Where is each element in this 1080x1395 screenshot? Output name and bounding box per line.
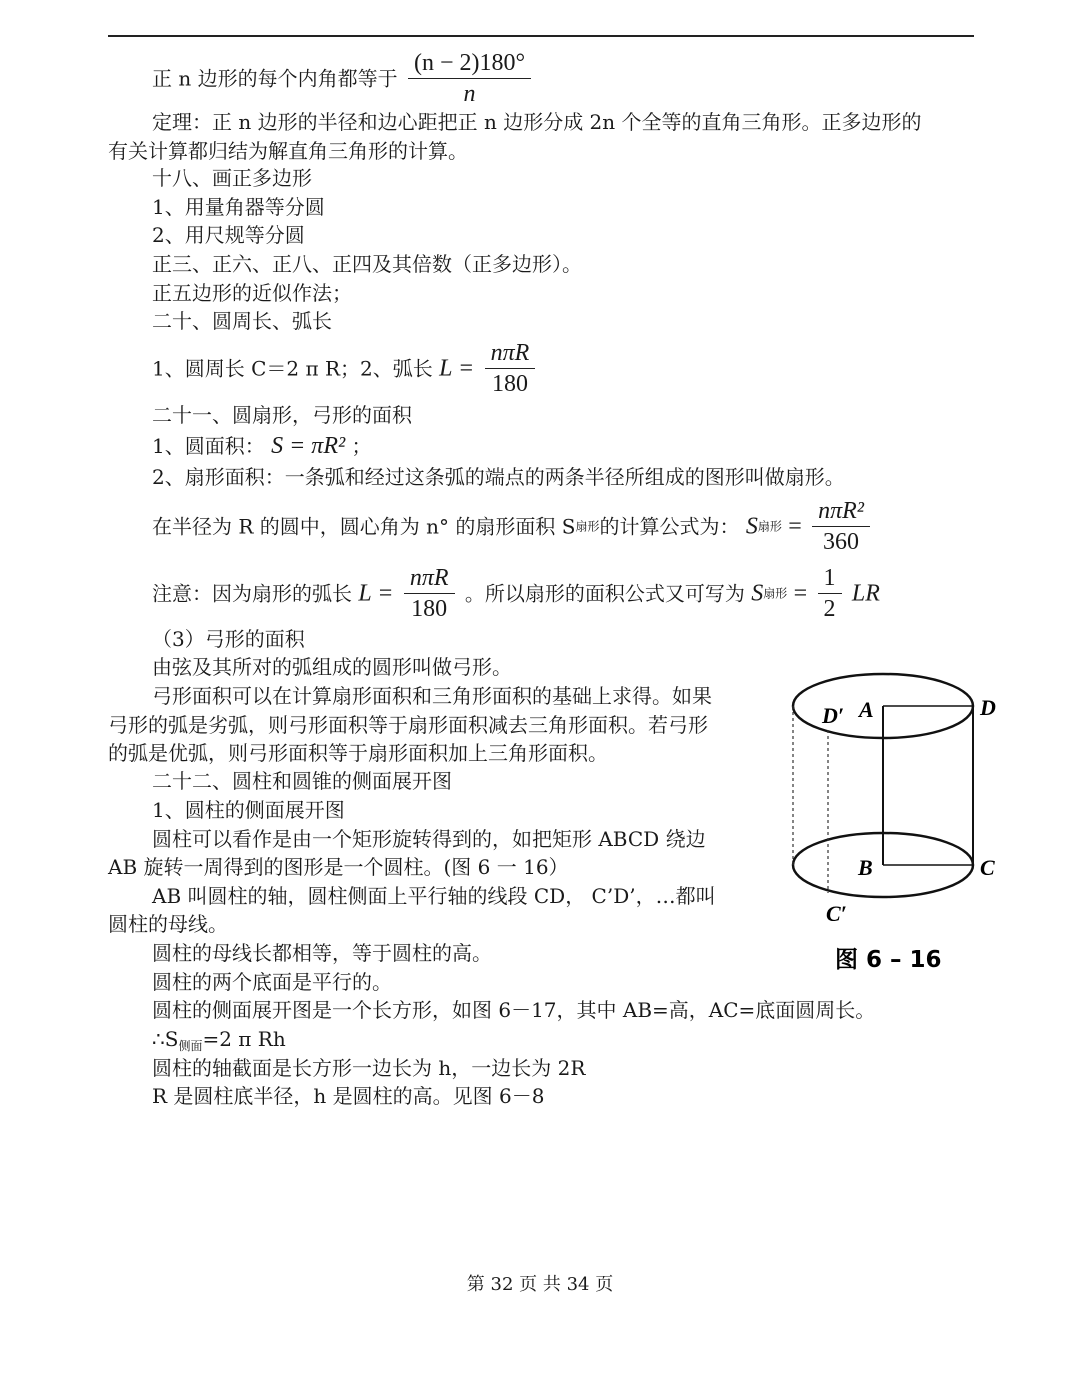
label-d: D [980, 695, 996, 720]
fraction-numerator: nπR² [812, 496, 870, 527]
arc-length-fraction [404, 563, 455, 624]
sector-area-fraction [812, 496, 870, 557]
list-item: 1、用量角器等分圆 [152, 195, 325, 219]
half-fraction [818, 563, 842, 624]
formula-lhs: L = [439, 355, 475, 382]
paragraph-line: 圆柱的轴截面是长方形一边长为 h，一边长为 2R [152, 1056, 586, 1080]
fraction-numerator: (n − 2)180° [408, 48, 531, 79]
line-text: 1、圆周长 C＝2 π R；2、弧长 [152, 356, 433, 381]
paragraph-line: 圆柱可以看作是由一个矩形旋转得到的，如把矩形 ABCD 绕边 [152, 827, 706, 851]
label-c-prime: C′ [826, 901, 847, 926]
formula-symbol: S [745, 513, 758, 540]
line-text: 注意：因为扇形的弧长 [152, 581, 352, 606]
interior-angle-line [152, 48, 535, 109]
page-footer: 第 32 页 共 34 页 [466, 1274, 614, 1295]
label-a: A [859, 697, 874, 722]
subscript: 扇形 [757, 519, 782, 534]
fraction-denominator: n [463, 81, 476, 107]
formula-symbol: S [751, 580, 764, 607]
subscript: 扇形 [575, 519, 600, 534]
fraction-numerator: 1 [818, 563, 842, 594]
fraction-numerator: nπR [485, 338, 536, 369]
sector-area-line [152, 496, 874, 557]
label-c: C [980, 855, 995, 880]
paragraph-line: 正五边形的近似作法； [152, 281, 352, 305]
line-text: 。所以扇形的面积公式又可写为 [464, 581, 745, 606]
subsection-heading: （3）弓形的面积 [152, 627, 305, 651]
subscript: 侧面 [178, 1039, 203, 1053]
fraction-denominator: 180 [411, 596, 448, 622]
formula-tail: LR [851, 580, 880, 607]
section-18-heading: 十八、画正多边形 [152, 166, 312, 190]
fraction-denominator: 2 [823, 596, 836, 622]
line-text: =2 π Rh [202, 1027, 286, 1051]
list-item: 2、用尺规等分圆 [152, 223, 305, 247]
paragraph-line: 弓形的弧是劣弧，则弓形面积等于扇形面积减去三角形面积。若弓形 [108, 713, 708, 737]
section-20-heading: 二十、圆周长、弧长 [152, 309, 332, 333]
list-item: 1、圆柱的侧面展开图 [152, 798, 345, 822]
paragraph-line: AB 旋转一周得到的图形是一个圆柱。(图 6 一 16） [108, 855, 569, 879]
circle-area-formula: S = πR² [271, 433, 346, 459]
line-text: 1、圆面积： [152, 434, 265, 458]
circle-area-line [152, 432, 372, 460]
arc-length-fraction [485, 338, 536, 399]
sector-note-line [152, 563, 880, 624]
section-22-heading: 二十二、圆柱和圆锥的侧面展开图 [152, 769, 452, 793]
paragraph-line: 正三、正六、正八、正四及其倍数（正多边形）。 [152, 252, 582, 276]
sector-definition: 2、扇形面积：一条弧和经过这条弧的端点的两条半径所组成的图形叫做扇形。 [152, 465, 845, 489]
line-text: ； [351, 434, 372, 458]
line-text: 正 n 边形的每个内角都等于 [152, 66, 398, 91]
paragraph-line: 圆柱的两个底面是平行的。 [152, 970, 392, 994]
label-b: B [858, 855, 873, 880]
section-21-heading: 二十一、圆扇形，弓形的面积 [152, 403, 412, 427]
figure-caption: 图 6 – 16 [835, 947, 942, 973]
label-d-prime: D′ [822, 703, 845, 728]
line-text: 的计算公式为： [599, 514, 740, 539]
paragraph-line: 圆柱的母线。 [108, 912, 228, 936]
cylinder-figure [780, 665, 1030, 985]
formula-equals: = [793, 580, 808, 607]
theorem-line-1: 定理：正 n 边形的半径和边心距把正 n 边形分成 2n 个全等的直角三角形。正多边形的 [152, 110, 922, 134]
interior-angle-fraction [408, 48, 531, 109]
fraction-denominator: 180 [491, 371, 528, 397]
paragraph-line: AB 叫圆柱的轴，圆柱侧面上平行轴的线段 CD， C’D’，…都叫 [152, 884, 716, 908]
paragraph-line: 弓形面积可以在计算扇形面积和三角形面积的基础上求得。如果 [152, 684, 712, 708]
formula-lhs: L = [358, 580, 394, 607]
theorem-line-2: 有关计算都归结为解直角三角形的计算。 [108, 139, 468, 163]
arc-length-line [152, 338, 539, 399]
formula-equals: = [788, 513, 802, 540]
header-rule [108, 35, 974, 37]
paragraph-line: 由弦及其所对的弧组成的圆形叫做弓形。 [152, 655, 512, 679]
subscript: 扇形 [763, 586, 788, 601]
paragraph-line: 圆柱的侧面展开图是一个长方形，如图 6－17，其中 AB=高，AC=底面圆周长。 [152, 998, 876, 1022]
fraction-numerator: nπR [404, 563, 455, 594]
paragraph-line: 圆柱的母线长都相等，等于圆柱的高。 [152, 941, 492, 965]
line-text: 在半径为 R 的圆中，圆心角为 n° 的扇形面积 S [152, 514, 576, 539]
paragraph-line: 的弧是优弧，则弓形面积等于扇形面积加上三角形面积。 [108, 741, 608, 765]
paragraph-line: R 是圆柱底半径，h 是圆柱的高。见图 6－8 [152, 1084, 545, 1108]
fraction-denominator: 360 [823, 529, 860, 555]
line-text: ∴S [152, 1027, 179, 1051]
